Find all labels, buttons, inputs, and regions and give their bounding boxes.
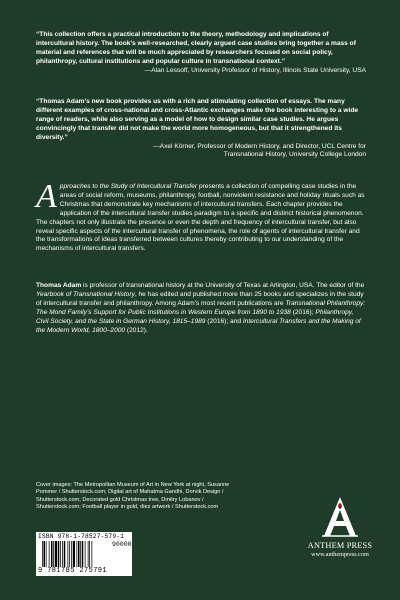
barcode-bar (71, 541, 72, 567)
price-code: 90000 (112, 541, 132, 548)
bio-text-5: (2012). (125, 326, 148, 334)
barcode-bar (55, 541, 57, 567)
bio-title-1: Yearbook of Transnational History (36, 290, 135, 298)
cover-image-credits: Cover images: The Metropolitan Museum of Art in New York at night, Susanne Pommer / Shutterstock.com; Digital art of Mahatma Gandhi, Dorvik Design / Shutterstock.com; Decorated gold Christmas tree, Dmitry Lobanov / Shutterstock.com; Football player in gold, diez artwork / Shutterstock.com (36, 482, 230, 510)
quote-2-attribution-line-1: —Axel Körner, Professor of Modern History, and Director, UCL Centre for (153, 142, 366, 150)
barcode-bar (62, 541, 63, 567)
description-text: presents a collection of compelling case studies in the areas of social reform, museums, philanthropy, football, nonviolent resistance and holiday rituals such as Christmas that demonstrate key mechanisms of intercultural transfers. Each chapter provides the application of the intercultural transfer studies paradigm to a specific and distinct historical phenomenon. The chapters not only illustrate the presence or even the depth and frequency of intercultural transfer, but also reveal specific aspects of the intercultural transfer of phenomena, the role of agents of intercultural transfer and the transformations of ideas transferred between cultures thereby contributing to our understanding of the mechanisms of intercultural transfers. (36, 183, 365, 253)
barcode-bar (73, 541, 75, 567)
author-name: Thomas Adam (36, 282, 82, 289)
publisher-url: www.anthempress.com (311, 551, 369, 558)
isbn-label: ISBN 978-1-78527-579-1 (38, 533, 125, 540)
publisher-logo (300, 495, 380, 570)
bio-title-2: Transnational Philanthropy: The Mond Family’s Support for Public Institutions in Western Europe from 1890 to 1938 (36, 299, 366, 316)
barcode-bar (44, 541, 46, 567)
isbn-barcode (36, 532, 132, 576)
barcode-bar (64, 541, 66, 567)
bio-text-4: (2016); and (205, 317, 243, 325)
author-bio (36, 282, 367, 335)
endorsement-quote-2 (36, 98, 366, 160)
bio-text-3: (2016); (290, 308, 316, 316)
barcode-bar (51, 541, 53, 567)
bio-text-2: , he has edited and published more than 25 books and specializes in the study of intercultural transfer and philanthropy. Among Adam’s most recent publications are (36, 290, 364, 307)
bio-title-4: Intercultural Transfers and the Making of the Modern World, 1800–2000 (36, 317, 361, 334)
bio-text-1: is professor of transnational history at the University of Texas at Arlington, USA. The editor of the (81, 282, 365, 289)
drop-cap: A (36, 178, 57, 215)
barcode-bar (85, 541, 86, 567)
quote-2-attribution-line-2: Transnational History, University College London (223, 151, 366, 159)
anthem-a-icon (318, 495, 362, 539)
barcode-digits: 9 781785 275791 (38, 567, 108, 575)
barcode-bars (42, 541, 108, 567)
barcode-bar (60, 541, 61, 567)
barcode-bar (80, 541, 81, 567)
quote-2-attribution (36, 143, 366, 161)
bio-title-3: Philanthropy, Civil Society, and the State in German History, 1815–1989 (36, 308, 354, 325)
barcode-bar (89, 541, 90, 567)
endorsement-quote-1 (36, 31, 366, 76)
barcode-bar (92, 541, 93, 567)
barcode-bar (77, 541, 78, 567)
publisher-name: ANTHEM PRESS (307, 541, 373, 550)
barcode-bar (46, 541, 47, 567)
barcode-bar (49, 541, 50, 567)
barcode-bar (78, 541, 80, 567)
barcode-bar (69, 541, 70, 567)
barcode-bar (42, 541, 43, 567)
barcode-bar (58, 541, 60, 567)
book-description (36, 178, 367, 254)
book-title: pproaches to the Study of Intercultural Transfer (59, 183, 198, 190)
barcode-bar (68, 541, 69, 567)
barcode-bar (82, 541, 84, 567)
quote-1-attribution: —Alan Lessoff, University Professor of History, Illinois State University, USA (144, 66, 366, 74)
quote-1-text: “This collection offers a practical introduction to the theory, methodology and implications of intercultural history. The book’s well-researched, clearly argued case studies bring together a mass of material and references that will be much appreciated by researchers focused on social policy, philanthropy, cultural institutions and popular culture in transnational context.” (36, 31, 356, 65)
quote-2-text: “Thomas Adam’s new book provides us with a rich and stimulating collection of essays. The many different examples of cross-national and cross-Atlantic exchanges make the book interesting to a wide range of readers, while also serving as a model of how to design similar case studies. He argues convincingly that transfer did not make the world more homogeneous, but that it strengthened its diversity.” (36, 98, 359, 141)
barcode-bar (88, 541, 89, 567)
barcode-bar (53, 541, 54, 567)
